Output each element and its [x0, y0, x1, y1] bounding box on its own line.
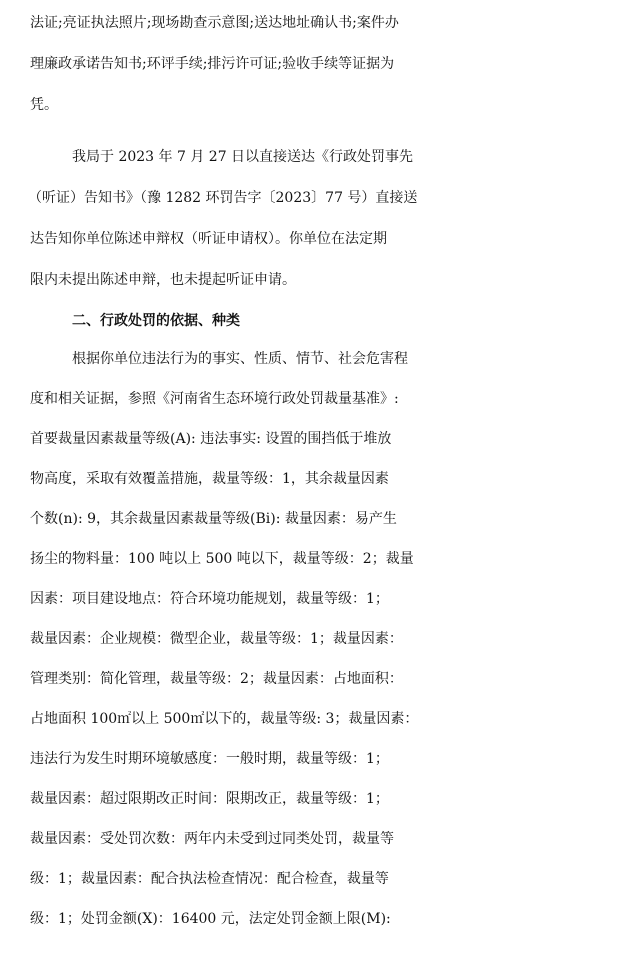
text-line-4: 我局于 2023 年 7 月 27 日以直接送达《行政处罚事先	[72, 149, 414, 165]
text-line-16: 裁量因素：企业规模：微型企业，裁量等级：1；裁量因素：	[30, 631, 403, 647]
text-line-2: 理廉政承诺告知书;环评手续;排污许可证;验收手续等证据为	[30, 56, 395, 72]
text-line-12: 物高度，采取有效覆盖措施，裁量等级：1，其余裁量因素	[30, 471, 389, 487]
text-line-10: 度和相关证据，参照《河南省生态环境行政处罚裁量基准》:	[30, 391, 399, 407]
text-line-21: 裁量因素：受处罚次数：两年内未受到过同类处罚，裁量等	[30, 831, 394, 847]
text-line-18: 占地面积 100㎡以上 500㎡以下的，裁量等级: 3；裁量因素：	[30, 711, 419, 727]
text-line-5: （听证）告知书》（豫 1282 环罚告字〔2023〕77 号）直接送	[28, 190, 418, 206]
text-line-13: 个数(n): 9，其余裁量因素裁量等级(Bi): 裁量因素：易产生	[30, 511, 397, 527]
text-line-23: 级：1；处罚金额(X)：16400 元，法定处罚金额上限(M):	[30, 911, 391, 927]
text-line-19: 违法行为发生时期环境敏感度：一般时期，裁量等级：1；	[30, 751, 389, 767]
text-line-1: 法证;亮证执法照片;现场勘查示意图;送达地址确认书;案件办	[30, 15, 399, 31]
text-line-11: 首要裁量因素裁量等级(A): 违法事实: 设置的围挡低于堆放	[30, 431, 392, 447]
text-line-7: 限内未提出陈述申辩，也未提起听证申请。	[30, 272, 296, 288]
text-line-14: 扬尘的物料量：100 吨以上 500 吨以下，裁量等级：2；裁量	[30, 551, 414, 567]
text-line-22: 级：1；裁量因素：配合执法检查情况：配合检查，裁量等	[30, 871, 389, 887]
text-line-17: 管理类别：简化管理，裁量等级：2；裁量因素：占地面积：	[30, 671, 403, 687]
text-line-15: 因素：项目建设地点：符合环境功能规划，裁量等级：1；	[30, 591, 389, 607]
text-line-3: 凭。	[30, 97, 58, 113]
section-heading: 二、行政处罚的依据、种类	[72, 313, 240, 329]
text-line-6: 达告知你单位陈述申辩权（听证申请权）。你单位在法定期	[30, 231, 387, 247]
text-line-20: 裁量因素：超过限期改正时间：限期改正，裁量等级：1；	[30, 791, 389, 807]
text-line-9: 根据你单位违法行为的事实、性质、情节、社会危害程	[72, 351, 408, 367]
